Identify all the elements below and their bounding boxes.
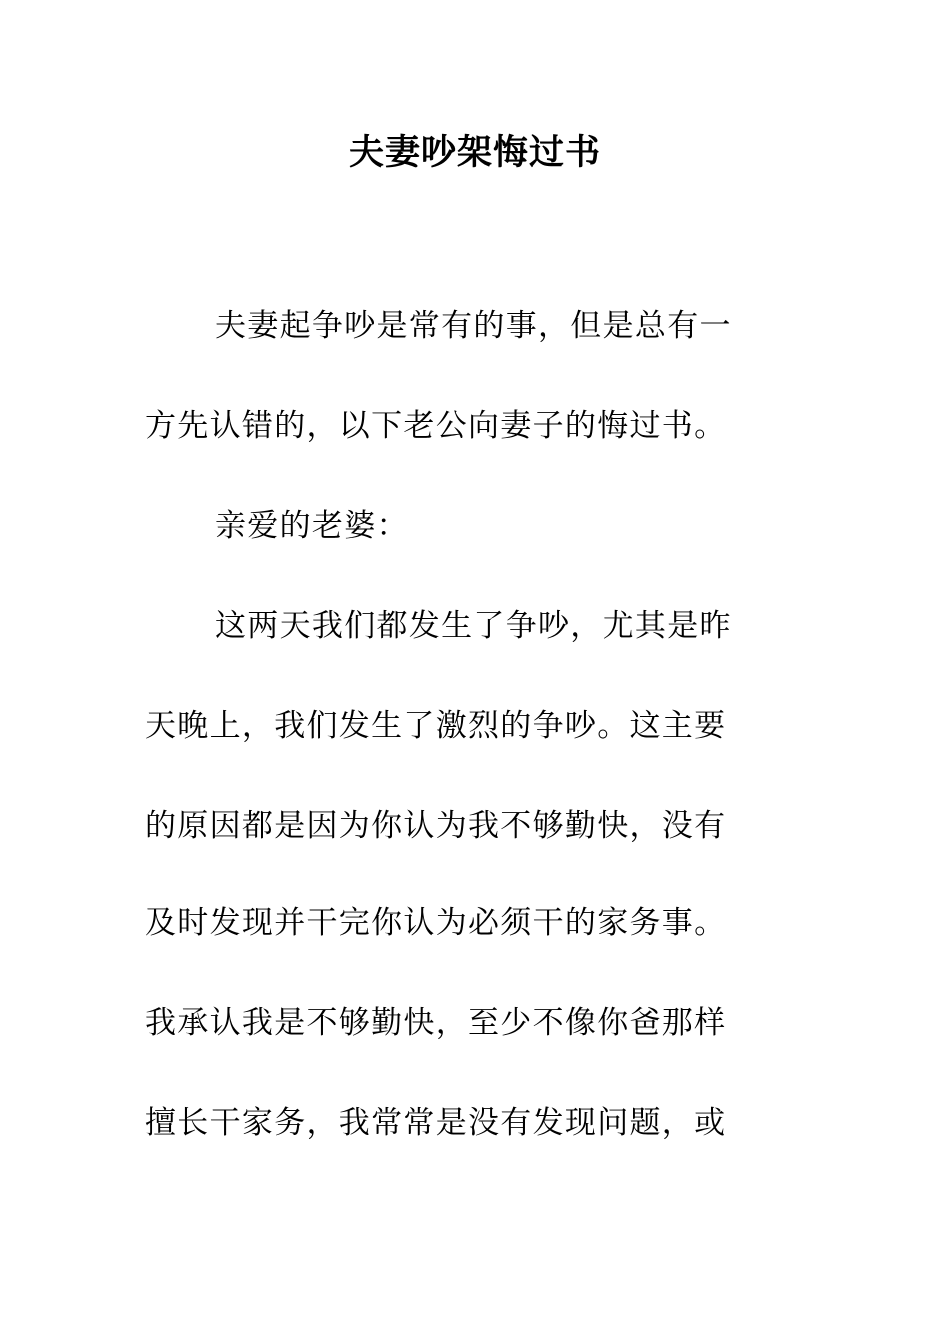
paragraph-line: 方先认错的，以下老公向妻子的悔过书。 bbox=[145, 408, 727, 444]
paragraph-line: 擅长干家务，我常常是没有发现问题，或 bbox=[145, 1105, 727, 1141]
paragraph-line: 天晚上，我们发生了激烈的争吵。这主要 bbox=[145, 708, 727, 744]
paragraph-line: 的原因都是因为你认为我不够勤快，没有 bbox=[145, 808, 727, 844]
paragraph-line: 及时发现并干完你认为必须干的家务事。 bbox=[145, 905, 727, 941]
salutation-line: 亲爱的老婆： bbox=[215, 508, 409, 544]
paragraph-line: 我承认我是不够勤快，至少不像你爸那样 bbox=[145, 1005, 727, 1041]
paragraph-line: 夫妻起争吵是常有的事，但是总有一 bbox=[215, 308, 732, 344]
paragraph-line: 这两天我们都发生了争吵，尤其是昨 bbox=[215, 608, 732, 644]
document-title: 夫妻吵架悔过书 bbox=[348, 132, 601, 173]
